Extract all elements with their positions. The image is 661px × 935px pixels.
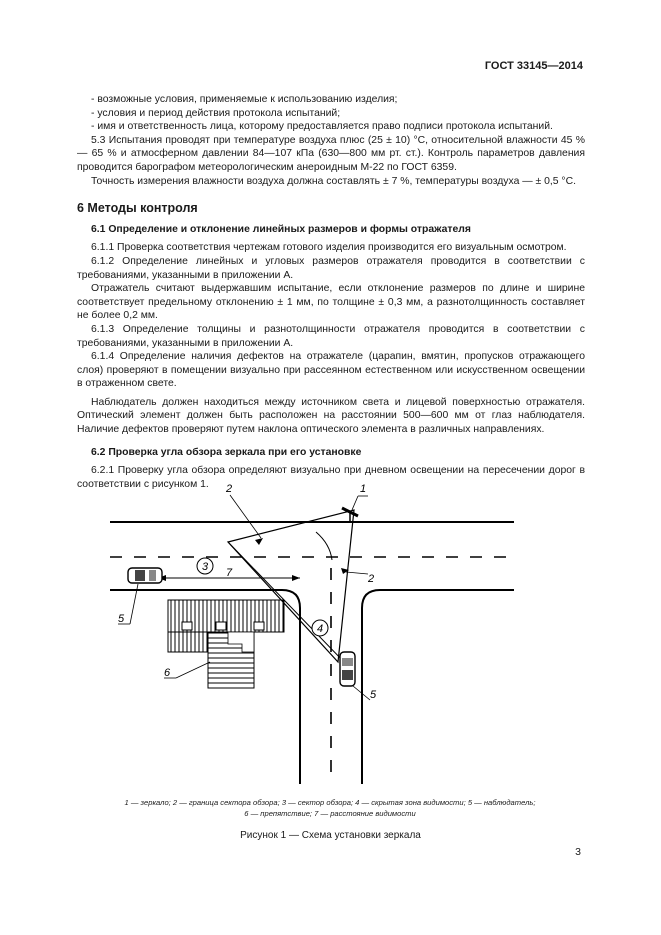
observer-car-bottom (340, 652, 355, 686)
paragraph-6-1-3: 6.1.3 Определение толщины и разнотолщинности отражателя проводится в соответствии с требованиями, указанными в приложении А. (77, 323, 585, 349)
paragraph-6-1-2-criteria: Отражатель считают выдержавшим испытание, если отклонение размеров по длине и ширине соответствует предельному отклонению ± 1 мм, по толщине ± 0,3 мм, а разнотолщинность составляет не более 0,2 мм. (77, 283, 585, 322)
figure-label-2-right: 2 (368, 573, 375, 585)
figure-label-5-bottom: 5 (370, 689, 377, 701)
page-number: 3 (575, 846, 581, 858)
document-body (77, 93, 585, 491)
list-item: - имя и ответственность лица, которому предоставляется право подписи протокола испытаний. (91, 121, 553, 133)
paragraph-6-1-4: 6.1.4 Определение наличия дефектов на отражателе (царапин, вмятин, пропусков отражающего слоя) проверяют в помещении визуально при рассеянном естественном или искусственном освещении в отраженном свете. (77, 351, 585, 390)
figure-label-6: 6 (164, 667, 171, 679)
paragraph-6-1-1: 6.1.1 Проверка соответствия чертежам готового изделия производится его визуальным осмотром. (91, 242, 567, 254)
figure-caption: Рисунок 1 — Схема установки зеркала (240, 830, 421, 841)
figure-label-5-left: 5 (118, 613, 125, 625)
paragraph-6-1-4-observer: Наблюдатель должен находиться между источником света и лицевой поверхностью отражателя. Оптический элемент должен быть расположен на расстоянии 500—600 мм от глаз наблюдателя. Наличие дефектов проверяют путем наклона оптического элемента в различных направлениях. (77, 396, 585, 436)
view-angle-arc (316, 532, 332, 560)
mirror-installation-diagram (78, 472, 586, 792)
boundary-arrow (255, 538, 263, 545)
list-item: - условия и период действия протокола испытаний; (91, 107, 341, 119)
arrow-head (292, 575, 300, 581)
figure-label-1: 1 (360, 483, 367, 495)
paragraph-6-2-1: 6.2.1 Проверку угла обзора определяют визуально при дневном освещении на пересечении дорог в соответствии с рисунком 1. (77, 465, 585, 490)
observer-car-left (128, 568, 162, 583)
figure-label-2-top: 2 (226, 483, 233, 495)
obstacle-building (168, 600, 284, 688)
paragraph-5-3-accuracy: Точность измерения влажности воздуха должна составлять ± 7 %, температуры воздуха — ± 0,5 °С. (91, 175, 576, 187)
figure-label-7: 7 (226, 567, 233, 579)
section-heading-6: 6 Методы контроля (77, 201, 198, 216)
figure-legend (70, 797, 590, 819)
paragraph-5-3: 5.3 Испытания проводят при температуре воздуха плюс (25 ± 10) °С, относительной влажности 45 % — 65 % и атмосферном давлении 84—107 кПа (630—800 мм рт. ст.). Контроль параметров давления проводится барографом метеорологическим анероидным М-22 по ГОСТ 6359. (77, 134, 585, 173)
subsection-heading-6-1: 6.1 Определение и отклонение линейных размеров и формы отражателя (91, 223, 471, 235)
legend-line: 6 — препятствие; 7 — расстояние видимости (244, 809, 416, 818)
list-item: - возможные условия, применяемые к использованию изделия; (91, 94, 398, 105)
standard-number: ГОСТ 33145—2014 (484, 60, 583, 72)
road-edge-bottom-right (362, 590, 514, 784)
figure-label-3: 3 (201, 561, 209, 573)
paragraph-6-1-2: 6.1.2 Определение линейных и угловых размеров отражателя проводится в соответствии с требованиями, указанными в приложении А. (77, 255, 585, 281)
subsection-heading-6-2: 6.2 Проверка угла обзора зеркала при его установке (91, 446, 362, 458)
legend-line: 1 — зеркало; 2 — граница сектора обзора; 3 — сектор обзора; 4 — скрытая зона видимости; 5 — наблюдатель; (124, 798, 536, 807)
figure-label-4: 4 (316, 623, 324, 635)
